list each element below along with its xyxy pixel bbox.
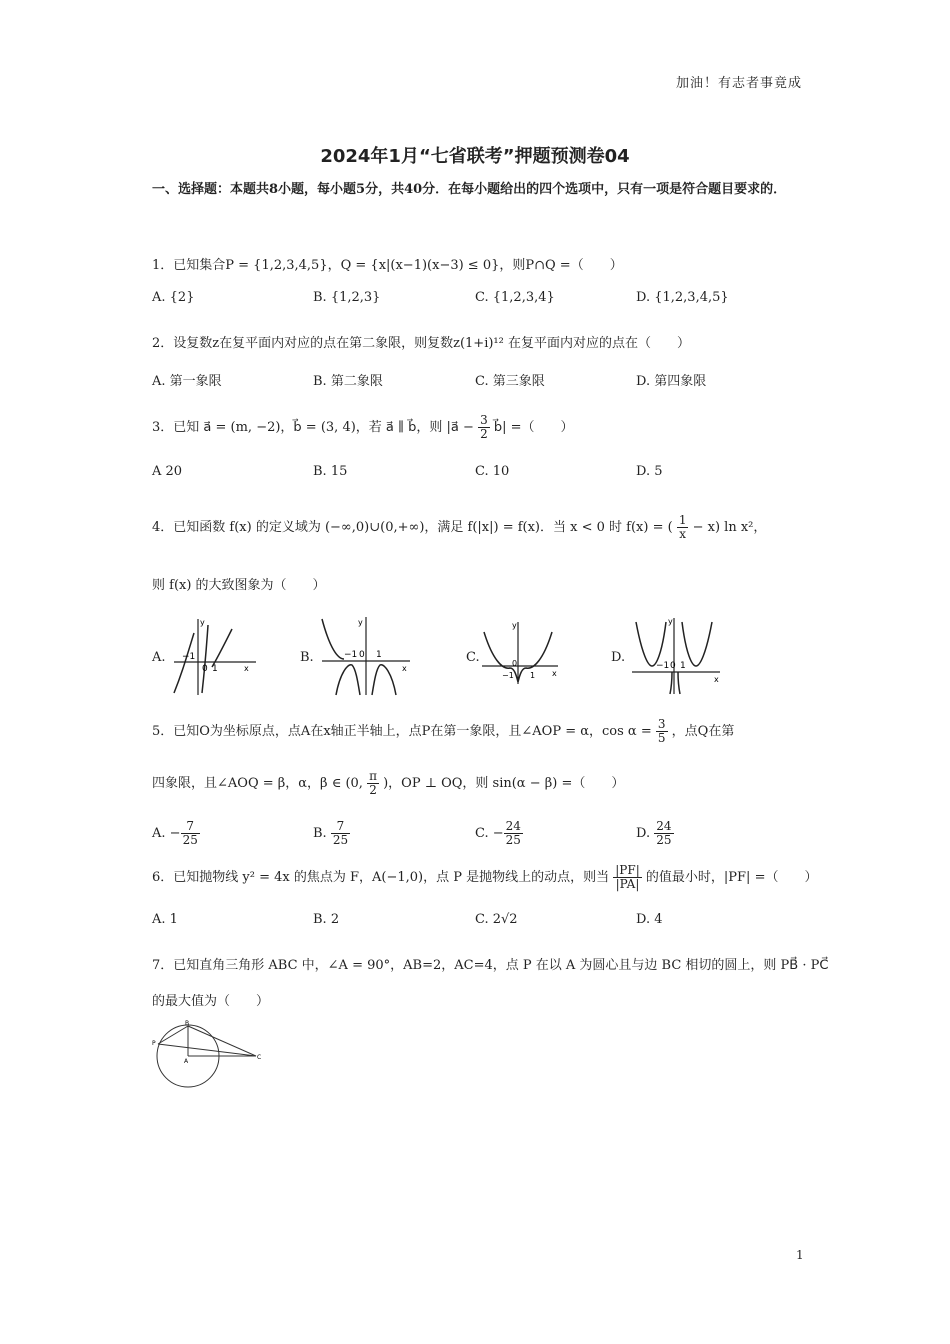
q4-graph-a (168, 615, 260, 697)
q5-stem-part-a: 5．已知O为坐标原点，点A在x轴正半轴上，点P在第一象限，且∠AOP = α，cos α = (152, 724, 652, 739)
svg-text:−1: −1 (344, 650, 358, 660)
q5-option-a-sign: − (169, 826, 181, 841)
q4-stem-part-a: 4．已知函数 f(x) 的定义域为 (−∞,0)∪(0,+∞)，满足 f(|x|) = f(x)．当 x < 0 时 f(x) = ( (152, 520, 673, 535)
question-2-stem: 2．设复数z在复平面内对应的点在第二象限，则复数z(1+i)¹² 在复平面内对应的点在（ ） (152, 336, 690, 351)
q3-stem-part-b: b⃗| =（ ） (493, 420, 574, 435)
q5-stem2-part-a: 四象限，且∠AOQ = β，α，β ∈ (0, (152, 776, 363, 791)
q5-option-a-label: A. (152, 826, 166, 841)
q5-option-c-numerator: 24 (505, 819, 521, 833)
svg-text:1: 1 (680, 661, 686, 671)
q5-frac2-denominator: 2 (369, 783, 377, 797)
q1-option-a: A. {2} (152, 290, 195, 305)
q4-stem-part-b: − x) ln x²， (692, 520, 767, 535)
q7-label-b: B (185, 1020, 190, 1027)
q5-frac2-numerator: π (369, 769, 377, 783)
q5-frac-numerator: 3 (657, 717, 666, 731)
question-3-stem (152, 414, 574, 441)
q1-option-d: D. {1,2,3,4,5} (636, 290, 729, 305)
svg-text:y: y (512, 621, 517, 630)
q5-stem2-part-b: )，OP ⊥ OQ，则 sin(α − β) =（ ） (383, 776, 625, 791)
q4-graph-c (480, 618, 560, 688)
svg-text:x: x (552, 669, 557, 678)
q4-option-a-label: A. (152, 650, 166, 665)
question-6-stem (152, 864, 817, 891)
question-7-stem-line2: 的最大值为（ ） (152, 994, 270, 1009)
q7-label-c: C (257, 1054, 262, 1061)
q5-option-d-label: D. (636, 826, 651, 841)
q5-option-d-numerator: 24 (656, 819, 672, 833)
q3-frac-denominator: 2 (480, 427, 488, 441)
q6-option-c: C. 2√2 (475, 912, 518, 927)
q2-option-b: B. 第二象限 (313, 374, 383, 389)
q6-fraction (613, 864, 642, 891)
q4-frac-denominator: x (679, 527, 687, 541)
q4-option-b-label: B. (300, 650, 314, 665)
section-heading: 一、选择题：本题共8小题，每小题5分，共40分．在每小题给出的四个选项中，只有一项是符合题目要求的． (152, 182, 787, 197)
q1-option-c: C. {1,2,3,4} (475, 290, 555, 305)
q6-frac-numerator: |PF| (615, 863, 640, 877)
svg-text:0: 0 (202, 664, 208, 674)
q7-label-p: P (152, 1040, 156, 1047)
svg-text:−1: −1 (502, 671, 514, 680)
q4-option-c-label: C. (466, 650, 480, 665)
q1-option-b: B. {1,2,3} (313, 290, 381, 305)
q5-option-b-frac (331, 820, 350, 847)
q5-option-a-frac (181, 820, 200, 847)
q4-graph-b (316, 613, 414, 697)
q4-frac-numerator: 1 (678, 513, 687, 527)
q3-option-b: B. 15 (313, 464, 348, 479)
svg-text:0: 0 (670, 661, 676, 671)
q7-label-a: A (184, 1058, 189, 1065)
q5-option-d (636, 820, 674, 847)
q5-stem-part-b: ，点Q在第 (671, 724, 735, 739)
q5-frac-denominator: 5 (657, 731, 666, 745)
q3-fraction (478, 414, 490, 441)
question-4-stem-line2: 则 f(x) 的大致图象为（ ） (152, 578, 326, 593)
svg-text:x: x (244, 664, 249, 673)
page-number: 1 (796, 1248, 804, 1262)
q2-option-d: D. 第四象限 (636, 374, 707, 389)
q4-graph-d (628, 614, 724, 696)
svg-text:−1: −1 (182, 652, 196, 662)
q3-option-d: D. 5 (636, 464, 663, 479)
q3-option-a: A 20 (152, 464, 183, 479)
q5-option-b (313, 820, 350, 847)
svg-text:0: 0 (359, 650, 365, 660)
q5-option-d-frac (654, 820, 673, 847)
q5-option-a (152, 820, 200, 847)
question-5-stem-line2 (152, 770, 624, 797)
question-5-stem (152, 718, 734, 745)
q6-stem-part-b: 的值最小时，|PF| =（ ） (645, 870, 818, 885)
q5-option-c-frac (504, 820, 523, 847)
q5-option-d-denominator: 25 (656, 833, 672, 847)
q5-option-a-numerator: 7 (181, 820, 200, 834)
svg-text:1: 1 (530, 671, 536, 680)
q3-frac-numerator: 3 (480, 413, 488, 427)
q5-option-c-sign: − (492, 826, 504, 841)
svg-text:0: 0 (512, 659, 518, 668)
question-4-stem (152, 514, 766, 541)
q7-figure (150, 1018, 266, 1092)
svg-text:y: y (358, 618, 363, 627)
svg-text:y: y (668, 617, 673, 626)
q4-fraction (677, 514, 689, 541)
q3-stem-part-a: 3．已知 a⃗ = (m, −2)，b⃗ = (3, 4)，若 a⃗ ∥ b⃗，则 |a⃗ − (152, 420, 474, 435)
q5-option-b-label: B. (313, 826, 327, 841)
q5-fraction (656, 718, 668, 745)
question-7-stem: 7．已知直角三角形 ABC 中，∠A = 90°，AB=2，AC=4，点 P 在以 A 为圆心且与边 BC 相切的圆上，则 PB⃗ · PC⃗ (152, 958, 829, 973)
q5-option-c (475, 820, 523, 847)
svg-text:y: y (200, 618, 205, 627)
q5-fraction-2 (367, 770, 379, 797)
header-note: 加油！有志者事竟成 (676, 76, 803, 91)
svg-text:x: x (402, 664, 407, 673)
page-title: 2024年1月“七省联考”押题预测卷04 (320, 146, 630, 167)
svg-text:1: 1 (376, 650, 382, 660)
q6-option-d: D. 4 (636, 912, 663, 927)
svg-text:1: 1 (212, 664, 218, 674)
question-1-stem: 1．已知集合P = {1,2,3,4,5}，Q = {x|(x−1)(x−3) ≤ 0}，则P∩Q =（ ） (152, 258, 623, 273)
q6-option-b: B. 2 (313, 912, 340, 927)
q5-option-a-denominator: 25 (182, 833, 198, 847)
q5-option-b-numerator: 7 (331, 820, 350, 834)
q5-option-b-denominator: 25 (332, 833, 349, 847)
q6-frac-denominator: |PA| (615, 877, 640, 891)
svg-text:x: x (714, 675, 719, 684)
svg-text:−1: −1 (656, 661, 670, 671)
q3-option-c: C. 10 (475, 464, 510, 479)
q2-option-a: A. 第一象限 (152, 374, 222, 389)
q5-option-c-denominator: 25 (505, 833, 521, 847)
q6-stem-part-a: 6．已知抛物线 y² = 4x 的焦点为 F，A(−1,0)，点 P 是抛物线上的动点，则当 (152, 870, 610, 885)
q4-option-d-label: D. (611, 650, 626, 665)
q6-option-a: A. 1 (152, 912, 178, 927)
q2-option-c: C. 第三象限 (475, 374, 545, 389)
q5-option-c-label: C. (475, 826, 489, 841)
